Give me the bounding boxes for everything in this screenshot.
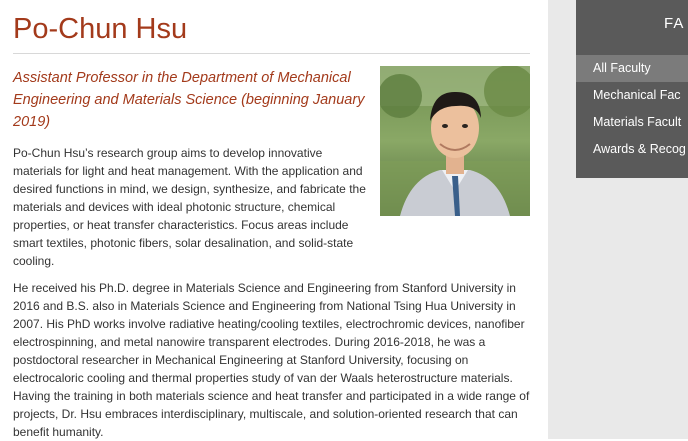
sidebar-list [576, 55, 688, 163]
position-title: Assistant Professor in the Department of Mechanical Engineering and Materials Science (beginning January 2019) [13, 70, 365, 130]
sidebar-item-all-faculty[interactable]: All Faculty [576, 55, 688, 82]
faculty-sidebar-menu [576, 0, 688, 178]
bio-paragraph-research: Po-Chun Hsu’s research group aims to develop innovative materials for light and heat management. With the application and desired functions in mind, we design, synthesize, and fabricate the materials and devices with ideal photonic structure, chemical properties, or heat transfer characteristics. Focus areas include smart textiles, photonic fibers, solar desalination, and solid-state cooling. [13, 146, 366, 268]
sidebar-item-materials-faculty[interactable]: Materials Facult [593, 115, 682, 129]
sidebar-item-awards-recognition[interactable]: Awards & Recog [593, 142, 686, 156]
bio-paragraph-background: He received his Ph.D. degree in Materials Science and Engineering from Stanford University in 2016 and B.S. also in Materials Science and Engineering from National Tsing Hua University in 2007. His PhD works involve radiative heating/cooling textiles, electrochromic devices, nanofiber electrospinning, and metal nanowire transparent electrodes. During 2016-2018, he was a postdoctoral researcher in Mechanical Engineering at Stanford University, focusing on electrocaloric cooling and thermal properties study of van der Waals heterostructure materials. Having the training in both materials science and heat transfer and participated in a wide range of projects, Dr. Hsu embraces interdisciplinary, multiscale, and solution-oriented research that can benefit humanity. [13, 281, 530, 439]
title-divider [13, 53, 530, 54]
sidebar-header: FA [664, 15, 685, 32]
profile-photo [380, 66, 530, 216]
page-title: Po-Chun Hsu [13, 13, 188, 45]
sidebar-item-mechanical-faculty[interactable]: Mechanical Fac [593, 88, 681, 102]
